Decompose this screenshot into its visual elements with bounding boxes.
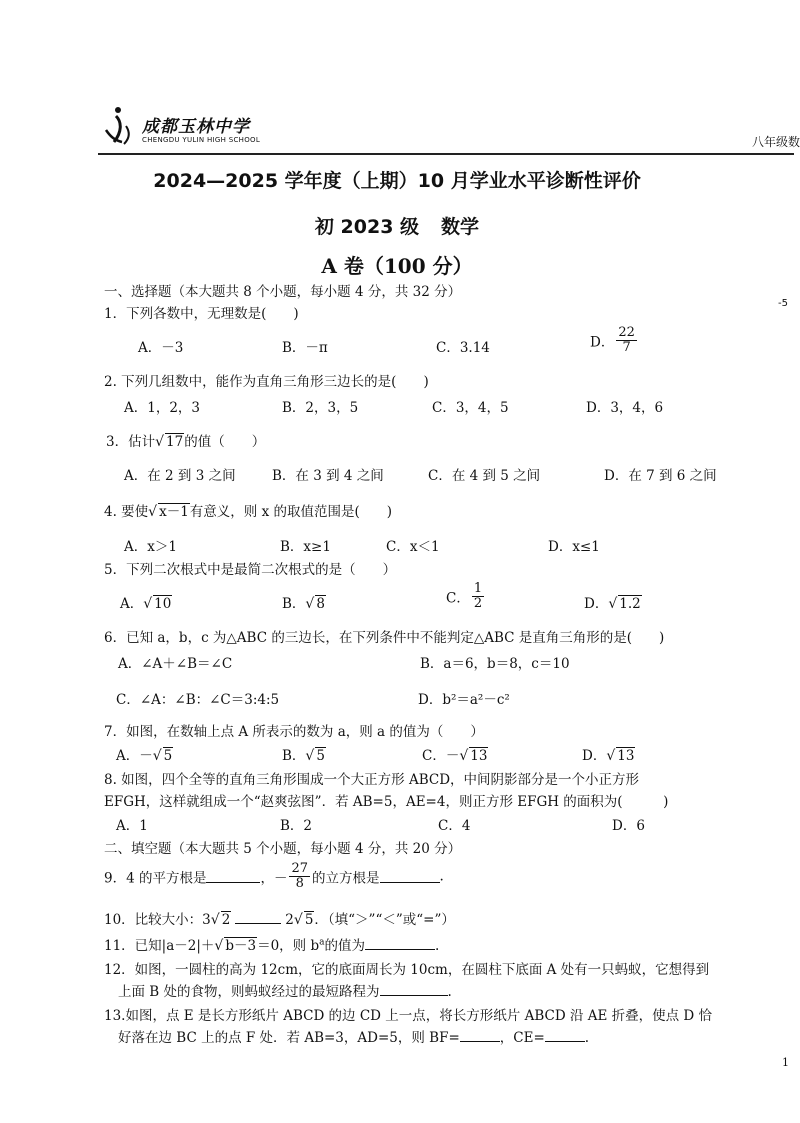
exponent: a (319, 937, 325, 948)
grade-label: 初 2023 级 (314, 216, 420, 238)
stem-text: 4. 要使 (104, 504, 149, 520)
question-8-stem-line1: 8. 如图，四个全等的直角三角形围成一个大正方形 ABCD，中间阴影部分是一个小正方形 (104, 772, 640, 788)
option-label: C． (446, 590, 470, 607)
fraction (472, 582, 484, 611)
question-5-option-d: D．√ 1.2 (584, 596, 641, 612)
option-label: D． (582, 748, 607, 764)
exam-title: 2024—2025 学年度（上期）10 月学业水平诊断性评价 (153, 170, 641, 192)
exam-subtitle (0, 212, 794, 239)
question-6-option-b: B．a＝6，b＝8，c＝10 (420, 656, 570, 672)
paper-part-title: A 卷（100 分） (321, 254, 473, 278)
question-1-option-c: C．3.14 (436, 340, 490, 356)
question-8-option-a: A．1 (116, 818, 148, 834)
option-label: B． (282, 748, 306, 764)
radicand: 17 (166, 434, 184, 450)
subject-label: 数学 (441, 216, 480, 238)
question-7-option-c: C．－√ 13 (422, 748, 488, 764)
question-2-option-d: D．3，4，6 (586, 400, 664, 416)
stem-text: ．（填“＞”“＜”或“=”） (314, 912, 455, 928)
stem-text: 的立方根是 (312, 870, 380, 887)
question-5-stem: 5．下列二次根式中是最简二次根式的是（ ） (104, 562, 397, 578)
denominator: 2 (473, 596, 483, 611)
stem-text: . (434, 938, 440, 954)
answer-blank[interactable] (380, 870, 440, 883)
question-4-option-a: A．x＞1 (124, 539, 177, 555)
grade-tag: 八年级数 (752, 135, 800, 149)
question-8-option-d: D．6 (612, 818, 645, 834)
denominator: 7 (622, 340, 631, 355)
question-11: 11．已知|a－2|＋√ b－3＝0，则 $b^a$的值为 . (104, 937, 440, 954)
question-4-stem: 4. 要使√ x－1有意义，则 x 的取值范围是( ) (104, 504, 393, 520)
option-label: B． (282, 596, 306, 612)
answer-blank[interactable] (365, 937, 435, 950)
numerator: 1 (473, 581, 483, 596)
stem-text: ，－ (260, 870, 288, 887)
radicand: 1.2 (619, 596, 641, 612)
question-3-option-b: B．在 3 到 4 之间 (272, 468, 384, 484)
stem-text: 的值（ ） (184, 434, 266, 450)
radicand: 13 (470, 748, 488, 764)
question-6-option-c: C．∠A：∠B：∠C＝3:4:5 (116, 692, 280, 708)
section-heading-fill: 二、填空题（本大题共 5 个小题，每小题 4 分，共 20 分） (104, 841, 462, 857)
question-5-option-b: B．√ 8 (282, 596, 325, 612)
stem-text: 3．估计 (106, 434, 156, 450)
stem-text: . (447, 984, 452, 1000)
option-label: D． (584, 596, 609, 612)
question-10: 10．比较大小：3√ 2 2√ 5．（填“＞”“＜”或“=”） (104, 912, 455, 928)
question-1-option-d (590, 326, 639, 355)
answer-blank[interactable] (235, 911, 281, 924)
radicand: 10 (154, 596, 172, 612)
side-mark: -5 (778, 298, 788, 309)
question-2-option-a: A．1，2，3 (124, 400, 201, 416)
answer-blank[interactable] (380, 983, 448, 996)
stem-text: 的值为 (324, 938, 365, 954)
question-3-option-a: A．在 2 到 3 之间 (124, 468, 236, 484)
question-6-option-a: A．∠A＋∠B＝∠C (118, 656, 233, 672)
answer-blank[interactable] (460, 1029, 500, 1042)
question-3-option-d: D．在 7 到 6 之间 (604, 468, 717, 484)
option-label: D． (590, 334, 615, 351)
question-6-option-d: D．b²＝a²－c² (418, 692, 510, 708)
radicand: 5 (304, 912, 314, 928)
numerator: 22 (618, 325, 635, 340)
question-3-option-c: C．在 4 到 5 之间 (428, 468, 541, 484)
option-label: A．－ (116, 748, 153, 764)
page-number: 1 (782, 1056, 789, 1069)
stem-text: . (584, 1030, 590, 1046)
radicand: 2 (221, 912, 231, 928)
answer-blank[interactable] (545, 1029, 585, 1042)
question-8-option-b: B．2 (280, 818, 313, 834)
stem-text: 11．已知|a－2|＋ (104, 938, 215, 954)
fraction (289, 862, 310, 891)
question-4-option-d: D．x≤1 (548, 539, 600, 555)
stem-text: ＝0，则 b (257, 938, 320, 954)
question-4-option-b: B．x≥1 (280, 539, 331, 555)
stem-text: 上面 B 处的食物，则蚂蚁经过的最短路程为 (118, 984, 380, 1000)
stem-text: 10．比较大小：3 (104, 912, 211, 928)
question-9 (104, 862, 444, 891)
radicand: 13 (617, 748, 635, 764)
question-8-stem-line2: EFGH，这样就组成一个“赵爽弦图”．若 AB=5，AE=4，则正方形 EFGH 的面积为( ) (104, 794, 669, 810)
question-13-stem-line2 (118, 1026, 589, 1046)
question-2-option-c: C．3，4，5 (432, 400, 509, 416)
question-1-option-b: B．－π (282, 340, 328, 356)
school-name-cn: 成都玉林中学 (142, 117, 250, 137)
numerator: 27 (291, 861, 309, 876)
question-12-stem-line1: 12．如图，一圆柱的高为 12cm，它的底面周长为 10cm，在圆柱下底面 A 处有一只蚂蚁，它想得到 (104, 962, 710, 978)
question-7-option-d: D．√ 13 (582, 748, 635, 764)
stem-text: 有意义，则 x 的取值范围是( ) (189, 504, 393, 520)
radicand: 5 (163, 748, 173, 764)
school-name-en: CHENGDU YULIN HIGH SCHOOL (142, 136, 261, 144)
radicand: 8 (316, 596, 325, 612)
stem-text: . (439, 868, 444, 885)
question-6-stem: 6．已知 a，b，c 为△ABC 的三边长，在下列条件中不能判定△ABC 是直角三角形的是( ) (104, 630, 665, 646)
question-7-option-a: A．－√ 5 (116, 748, 173, 764)
question-4-option-c: C．x＜1 (386, 539, 440, 555)
question-5-option-a: A．√ 10 (120, 596, 172, 612)
question-12-stem-line2 (118, 980, 452, 1000)
section-heading-choice: 一、选择题（本大题共 8 个小题，每小题 4 分，共 32 分） (104, 284, 462, 300)
answer-blank[interactable] (206, 870, 260, 883)
radicand: b－3 (225, 938, 257, 954)
radicand: 5 (316, 748, 325, 764)
header-divider (98, 153, 794, 155)
stem-text: 好落在边 BC 上的点 F 处．若 AB=3，AD=5，则 BF= (118, 1030, 460, 1046)
question-8-option-c: C．4 (438, 818, 471, 834)
denominator: 8 (295, 876, 304, 891)
question-1-stem: 1．下列各数中，无理数是( ) (104, 306, 299, 322)
fraction (616, 326, 637, 355)
stem-text: 9．4 的平方根是 (104, 870, 207, 887)
radicand: x－1 (159, 504, 189, 520)
option-label: C．－ (422, 748, 460, 764)
question-2-option-b: B．2，3，5 (282, 400, 359, 416)
question-3-stem: 3．估计√ 17的值（ ） (106, 434, 266, 450)
question-5-option-c (446, 582, 486, 611)
question-1-option-a: A．－3 (138, 340, 184, 356)
question-7-stem: 7．如图，在数轴上点 A 所表示的数为 a，则 a 的值为（ ） (104, 724, 484, 740)
question-2-stem: 2. 下列几组数中，能作为直角三角形三边长的是( ) (104, 374, 429, 390)
option-label: A． (120, 596, 144, 612)
question-13-stem-line1: 13.如图，点 E 是长方形纸片 ABCD 的边 CD 上一点，将长方形纸片 ABCD 沿 AE 折叠，使点 D 恰 (104, 1008, 713, 1024)
stem-text: 2 (285, 912, 294, 928)
question-7-option-b: B．√ 5 (282, 748, 325, 764)
stem-text: ，CE= (499, 1030, 545, 1046)
